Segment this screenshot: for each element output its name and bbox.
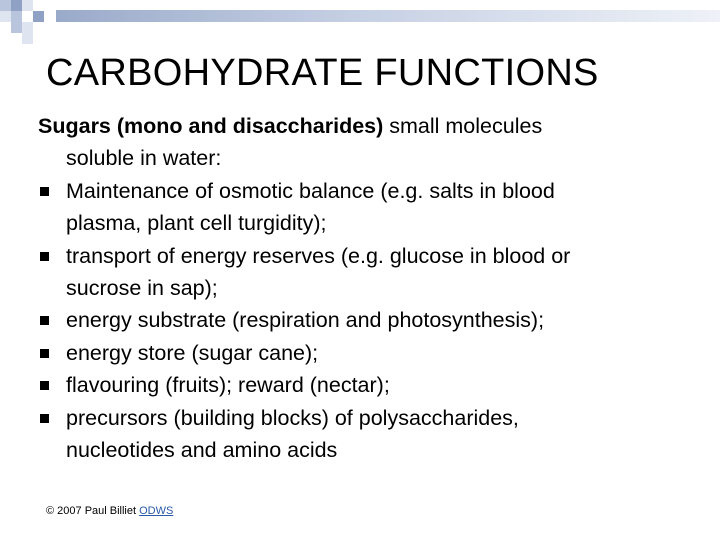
slide-title: CARBOHYDRATE FUNCTIONS	[46, 52, 599, 94]
square-bullet-icon	[40, 349, 49, 358]
list-item-text: plasma, plant cell turgidity);	[66, 211, 327, 236]
list-item	[38, 337, 688, 369]
slide-body	[38, 110, 688, 466]
list-item-text: energy substrate (respiration and photosynthesis);	[66, 308, 545, 333]
list-item	[38, 304, 688, 336]
intro-bold: Sugars (mono and disaccharides)	[38, 114, 384, 138]
square-bullet-icon	[40, 381, 49, 390]
square-bullet-icon	[40, 252, 49, 261]
copyright-text: © 2007 Paul Billiet	[46, 505, 140, 517]
decorative-checker	[0, 0, 60, 44]
checker-square	[0, 11, 11, 22]
intro-paragraph	[38, 110, 688, 175]
intro-text-line2: soluble in water:	[66, 146, 222, 171]
list-item	[38, 240, 688, 305]
list-item	[38, 175, 688, 240]
list-item	[38, 369, 688, 401]
header-band	[56, 10, 720, 22]
checker-square	[0, 0, 11, 11]
checker-square	[11, 11, 22, 22]
checker-square	[11, 22, 22, 33]
checker-square	[22, 0, 33, 11]
square-bullet-icon	[40, 187, 49, 196]
checker-square	[11, 0, 22, 11]
list-item-text: transport of energy reserves (e.g. glucose in blood or	[66, 243, 571, 268]
bullet-list	[38, 175, 688, 467]
square-bullet-icon	[40, 414, 49, 423]
odws-link[interactable]: ODWS	[139, 505, 174, 517]
list-item-text: precursors (building blocks) of polysaccharides,	[66, 405, 519, 430]
checker-square	[22, 22, 33, 33]
list-item-text: flavouring (fruits); reward (nectar);	[66, 373, 390, 398]
square-bullet-icon	[40, 316, 49, 325]
intro-text: small molecules	[383, 114, 543, 138]
list-item-text: nucleotides and amino acids	[66, 438, 338, 463]
checker-square	[33, 11, 44, 22]
list-item-text: sucrose in sap);	[66, 276, 218, 301]
list-item-text: energy store (sugar cane);	[66, 340, 319, 365]
checker-square	[22, 33, 33, 44]
copyright-footer	[46, 505, 173, 517]
list-item	[38, 402, 688, 467]
list-item-text: Maintenance of osmotic balance (e.g. salts in blood	[66, 178, 555, 203]
